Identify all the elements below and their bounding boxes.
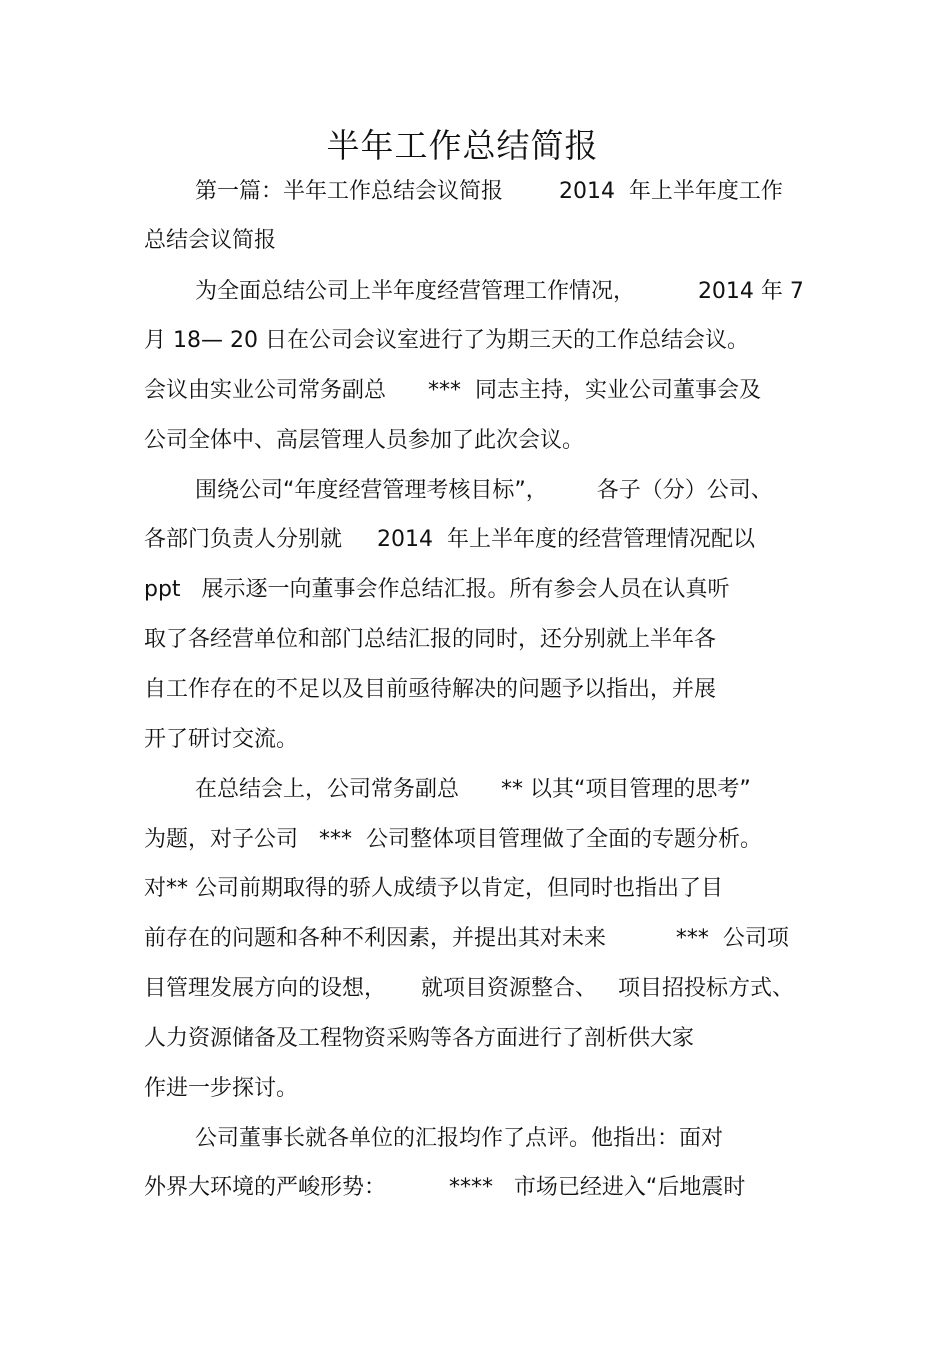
text-line: 取了各经营单位和部门总结汇报的同时，还分别就上半年各: [144, 627, 717, 652]
text-line: 开了研讨交流。: [144, 727, 299, 752]
document-title: 半年工作总结简报: [326, 126, 599, 165]
text-line: 第一篇：半年工作总结会议简报 2014 年上半年度工作: [195, 179, 783, 204]
text-line: 围绕公司“年度经营管理考核目标”， 各子（分）公司、: [195, 478, 773, 503]
text-line: 作进一步探讨。: [144, 1076, 299, 1101]
text-line: 各部门负责人分别就 2014 年上半年度的经营管理情况配以: [144, 527, 755, 552]
text-line: 为题，对子公司 *** 公司整体项目管理做了全面的专题分析。: [144, 827, 762, 852]
text-line: 外界大环境的严峻形势： **** 市场已经进入“后地震时: [144, 1175, 746, 1200]
text-line: 人力资源储备及工程物资采购等各方面进行了剖析供大家: [144, 1026, 695, 1051]
text-line: 对** 公司前期取得的骄人成绩予以肯定，但同时也指出了目: [144, 876, 723, 901]
text-line: 会议由实业公司常务副总 *** 同志主持，实业公司董事会及: [144, 378, 761, 403]
text-line: 自工作存在的不足以及目前亟待解决的问题予以指出，并展: [144, 677, 717, 702]
text-line: ppt 展示逐一向董事会作总结汇报。所有参会人员在认真听: [144, 577, 730, 602]
text-line: 月 18— 20 日在公司会议室进行了为期三天的工作总结会议。: [144, 328, 749, 353]
text-line: 公司董事长就各单位的汇报均作了点评。他指出：面对: [195, 1126, 724, 1151]
text-line: 公司全体中、高层管理人员参加了此次会议。: [144, 428, 585, 453]
text-line: 目管理发展方向的设想， 就项目资源整合、 项目招投标方式、: [144, 976, 794, 1001]
text-line: 为全面总结公司上半年度经营管理工作情况， 2014 年 7: [195, 279, 804, 304]
text-line: 在总结会上，公司常务副总 ** 以其“项目管理的思考”: [195, 777, 751, 802]
text-line: 前存在的问题和各种不利因素，并提出其对未来 *** 公司项: [144, 926, 789, 951]
text-line: 总结会议简报: [144, 228, 277, 253]
